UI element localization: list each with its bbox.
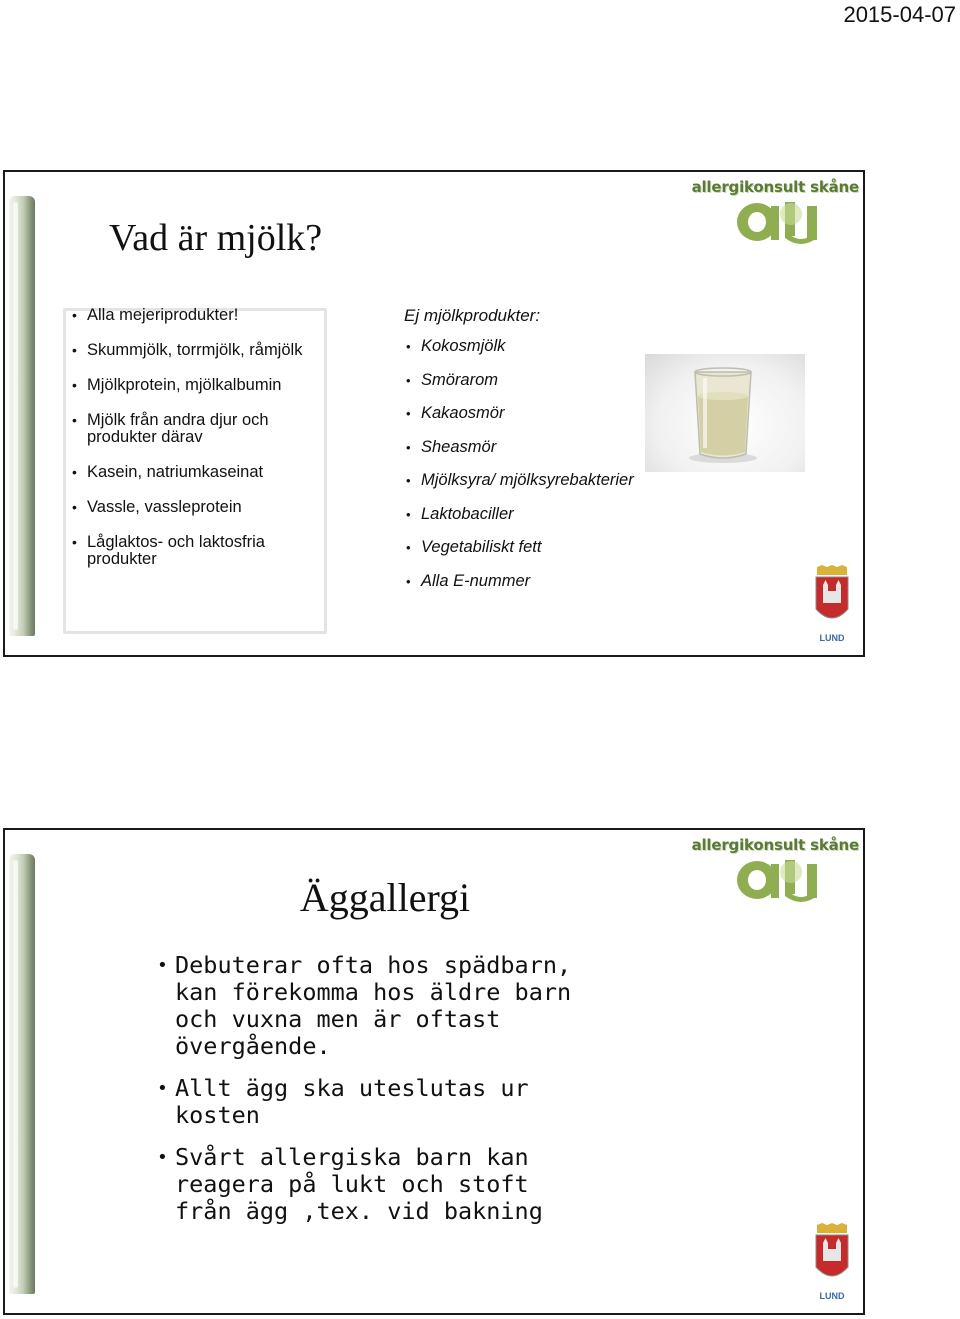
list-item: • Kasein, natriumkaseinat <box>71 464 327 481</box>
lund-crest-icon <box>813 565 851 631</box>
list-item: • Sheasmör <box>406 440 646 455</box>
list-item: • Vegetabiliskt fett <box>406 540 646 555</box>
list-item: • Mjölk från andra djur och produkter därav <box>71 412 327 446</box>
list-item: • Mjölkprotein, mjölkalbumin <box>71 377 327 394</box>
slide-aggallergi <box>3 828 865 1315</box>
logo-text: allergikonsult skåne <box>691 836 859 854</box>
au-logo-icon <box>699 178 859 248</box>
slide-title: Äggallergi <box>299 875 471 920</box>
list-item: • Kokosmjölk <box>406 339 646 354</box>
non-milk-heading: Ej mjölkprodukter: <box>404 306 541 325</box>
list-item: • Vassle, vassleprotein <box>71 499 327 516</box>
lund-label: LUND <box>819 633 845 643</box>
list-item: • Skummjölk, torrmjölk, råmjölk <box>71 342 327 359</box>
slide-vad-ar-mjolk <box>3 170 865 657</box>
list-item: • Laktobaciller <box>406 507 646 522</box>
lund-coat-of-arms <box>813 565 851 643</box>
page-date: 2015-04-07 <box>843 2 956 27</box>
list-item: • Låglaktos- och laktosfria produkter <box>71 534 327 568</box>
non-milk-products-list <box>406 339 646 607</box>
list-item: • Alla E-nummer <box>406 574 646 589</box>
list-item: • Allt ägg ska uteslutas ur kosten <box>157 1075 577 1129</box>
allergikonsult-logo <box>691 178 859 248</box>
milk-glass-image <box>645 354 805 472</box>
logo-text: allergikonsult skåne <box>691 178 859 196</box>
slide-title: Vad är mjölk? <box>109 217 323 259</box>
list-item: • Debuterar ofta hos spädbarn, kan förekomma hos äldre barn och vuxna men är oftast övergående. <box>157 952 577 1060</box>
list-item: • Smörarom <box>406 373 646 388</box>
slide-side-bar <box>9 196 35 636</box>
lund-crest-icon <box>813 1223 851 1289</box>
list-item: • Mjölksyra/ mjölksyrebakterier <box>406 473 646 488</box>
list-item: • Svårt allergiska barn kan reagera på lukt och stoft från ägg ,tex. vid bakning <box>157 1144 577 1225</box>
list-item: • Alla mejeriprodukter! <box>71 307 327 324</box>
lund-coat-of-arms <box>813 1223 851 1301</box>
list-item: • Kakaosmör <box>406 406 646 421</box>
lund-label: LUND <box>819 1291 845 1301</box>
milk-products-list <box>71 307 327 586</box>
milk-glass-icon <box>645 354 805 472</box>
egg-allergy-list <box>157 952 577 1240</box>
